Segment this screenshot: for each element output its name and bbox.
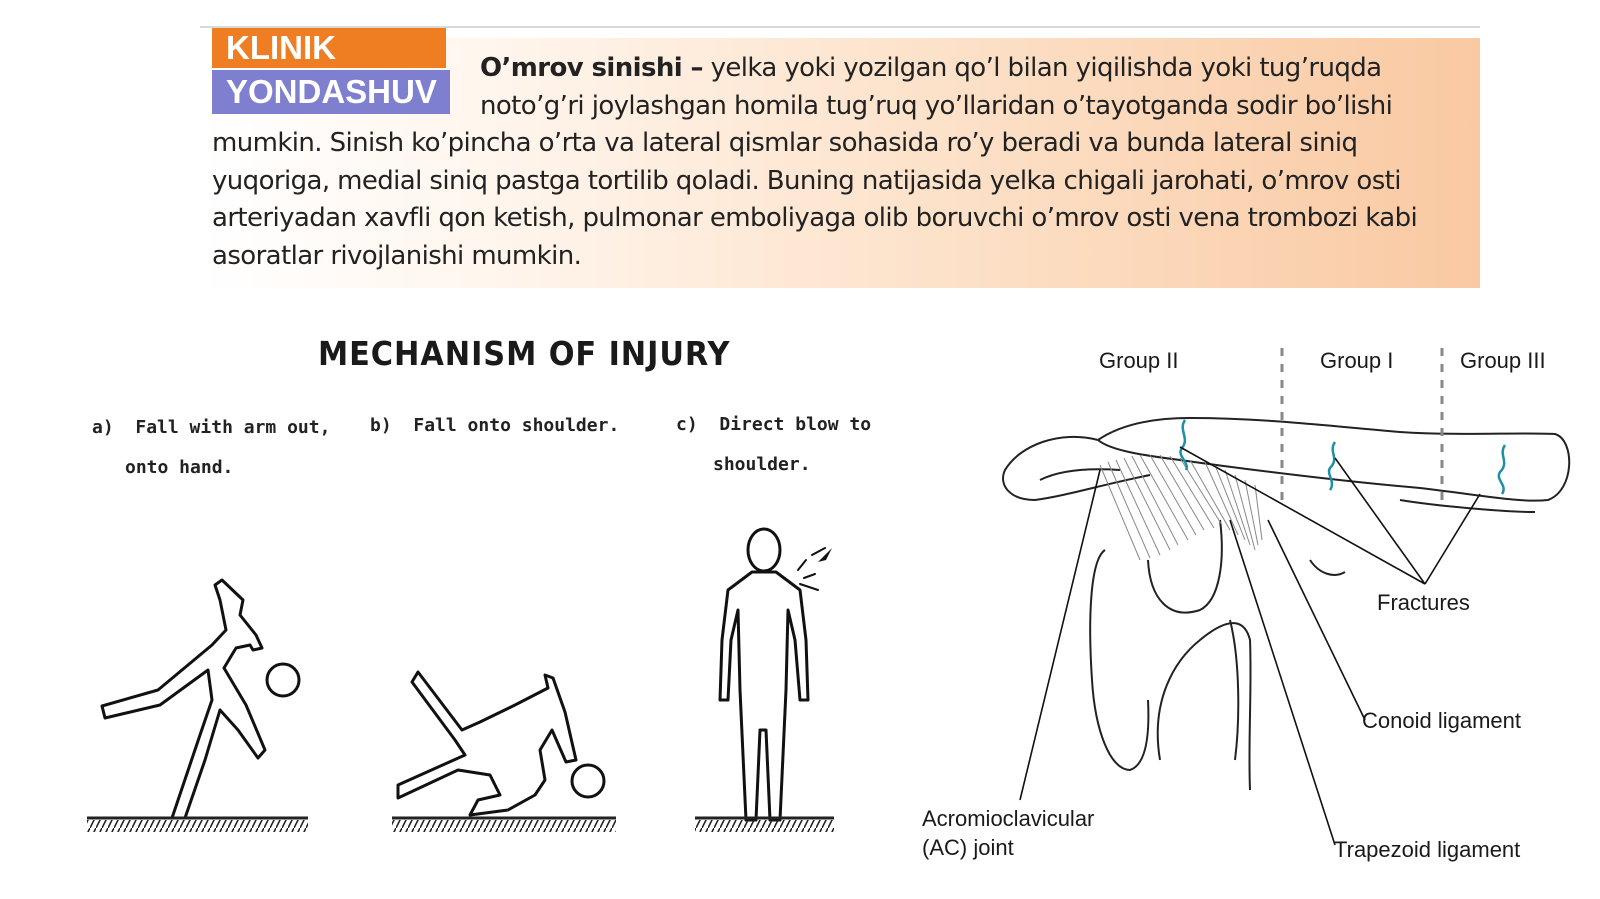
- label-trapezoid-ligament: Trapezoid ligament: [1334, 837, 1521, 862]
- mechanism-title: MECHANISM OF INJURY: [318, 334, 731, 373]
- label-conoid-ligament: Conoid ligament: [1362, 708, 1521, 733]
- caption-c-line1: Direct blow to: [719, 414, 872, 435]
- badge-yondashuv: YONDASHUV: [212, 70, 450, 114]
- badge-klinik: KLINIK: [212, 28, 446, 68]
- paragraph-text: yelka yoki yozilgan qo’l bilan yiqilishda yoki tug’ruqda noto’g’ri joylashgan homila tug’ruq yo’llaridan o’tayotganda sodir bo’lishi mumkin. Sinish ko’pincha o’rta va lateral qismlar sohasida ro’y beradi va bunda lateral siniq yuqoriga, medial siniq pastga tortilib qoladi. Buning natijasida yelka chigali jarohati, o’mrov osti arteriyadan xavfli qon ketish, pulmonar emboliyaga olib boruvchi o’mrov osti vena trombozi kabi asoratlar rivojlanishi mumkin.: [212, 53, 1418, 271]
- caption-b-letter: b): [370, 415, 392, 436]
- scapula-body: [1158, 623, 1251, 790]
- label-fractures: Fractures: [1377, 590, 1470, 615]
- label-group-ii: Group II: [1099, 348, 1179, 373]
- caption-c-letter: c): [676, 414, 698, 435]
- paragraph-term: O’mrov sinishi –: [480, 53, 703, 83]
- label-group-iii: Group III: [1460, 348, 1546, 373]
- label-ac-joint-line2: (AC) joint: [922, 835, 1014, 860]
- ground-lines: [87, 818, 834, 832]
- caption-b-line1: Fall onto shoulder.: [413, 415, 620, 436]
- clavicle-diagram: [1003, 348, 1569, 845]
- figure-fall-shoulder: [398, 672, 604, 815]
- caption-a-line1: Fall with arm out,: [135, 417, 331, 438]
- caption-a-line2: onto hand.: [125, 457, 234, 478]
- caption-c-line2: shoulder.: [713, 454, 811, 475]
- label-group-i: Group I: [1320, 348, 1394, 373]
- figure-direct-blow: [720, 529, 825, 820]
- caption-a-letter: a): [92, 417, 114, 438]
- glenoid: [1090, 550, 1148, 770]
- label-ac-joint-line1: Acromioclavicular: [922, 806, 1095, 831]
- figure-fall-arm-out: [102, 580, 299, 818]
- acromion: [1003, 437, 1150, 500]
